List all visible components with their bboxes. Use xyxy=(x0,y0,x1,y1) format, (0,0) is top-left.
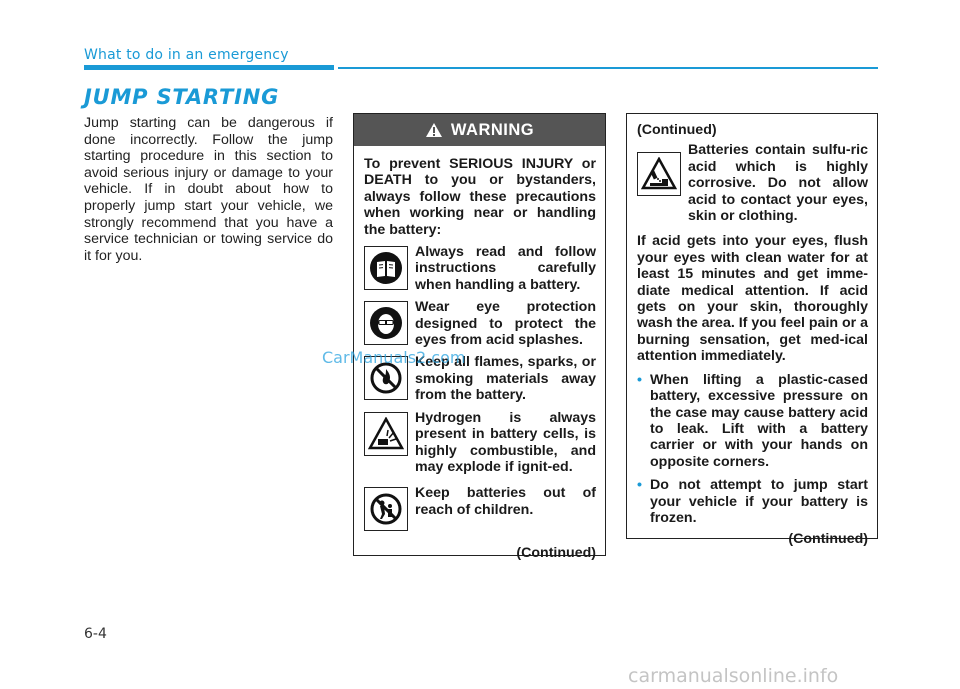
warning-heading: WARNING xyxy=(450,120,535,139)
warning-box-right xyxy=(626,113,878,548)
continued-label: (Continued) xyxy=(637,122,717,138)
list-item xyxy=(637,477,868,526)
bullet-dot: • xyxy=(637,477,642,494)
intro-paragraph: Jump starting can be dangerous if done incorrectly. Follow the jump starting procedure in this section to avoid serious injury or damage to your vehicle. If in doubt about how to properly jump start your vehicle, we strongly recommend that you have a service technician or towing service do it for you. xyxy=(84,115,333,264)
precaution-list xyxy=(627,372,877,527)
precaution-text: Keep all flames, sparks, or smoking materials away from the battery. xyxy=(415,354,596,404)
list-item-text: When lifting a plastic-cased battery, excessive pressure on the case may cause battery acid to leak. Lift with a battery carrier or with your hands on opposite corners. xyxy=(650,371,868,470)
warning-box-left xyxy=(353,113,606,562)
list-item xyxy=(637,372,868,470)
explosion-hazard-icon xyxy=(364,412,408,456)
precaution-text: Wear eye protection designed to protect the eyes from acid splashes. xyxy=(415,299,596,349)
precaution-item xyxy=(354,244,605,293)
section-label: What to do in an emergency xyxy=(84,47,289,63)
manual-book-icon xyxy=(364,246,408,290)
precaution-text: Batteries contain sulfu-ric acid which is highly corrosive. Do not allow acid to contact your eyes, skin or clothing. xyxy=(688,142,868,225)
precaution-text: Hydrogen is always present in battery cells, is highly combustible, and may explode if ignit-ed. xyxy=(415,409,596,475)
warning-triangle-icon xyxy=(425,122,443,138)
bullet-dot: • xyxy=(637,371,642,388)
continued-label: (Continued) xyxy=(516,545,596,562)
footer-watermark: carmanualsonline.info xyxy=(628,665,839,687)
site-watermark: CarManuals2.com xyxy=(322,348,466,367)
page-number: 6-4 xyxy=(84,626,107,642)
header-rule-thin xyxy=(338,67,878,69)
acid-first-aid-paragraph: If acid gets into your eyes, flush your eyes with clean water for at least 15 minutes and get imme-diate medical attention. If acid gets on your skin, thoroughly wash the area. If you feel pain or a burning sensation, get med-ical attention immediately. xyxy=(637,233,869,365)
header-rule-thick xyxy=(84,65,334,70)
keep-from-children-icon xyxy=(364,487,408,531)
eye-protection-icon xyxy=(364,301,408,345)
warning-lead: To prevent SERIOUS INJURY or DEATH to you or bystanders, always follow these precautions when working near or handling the battery: xyxy=(364,156,596,238)
warning-header xyxy=(354,114,605,146)
precaution-item xyxy=(354,299,605,348)
precaution-text: Always read and follow instructions carefully when handling a battery. xyxy=(415,244,596,293)
page-title: JUMP STARTING xyxy=(84,85,280,109)
precaution-item xyxy=(354,485,605,531)
precaution-text: Keep batteries out of reach of children. xyxy=(415,485,596,518)
corrosive-acid-icon xyxy=(637,152,681,196)
continued-label: (Continued) xyxy=(788,531,868,548)
precaution-item xyxy=(354,410,605,476)
precaution-item xyxy=(627,142,877,224)
list-item-text: Do not attempt to jump start your vehicle if your battery is frozen. xyxy=(650,477,868,526)
